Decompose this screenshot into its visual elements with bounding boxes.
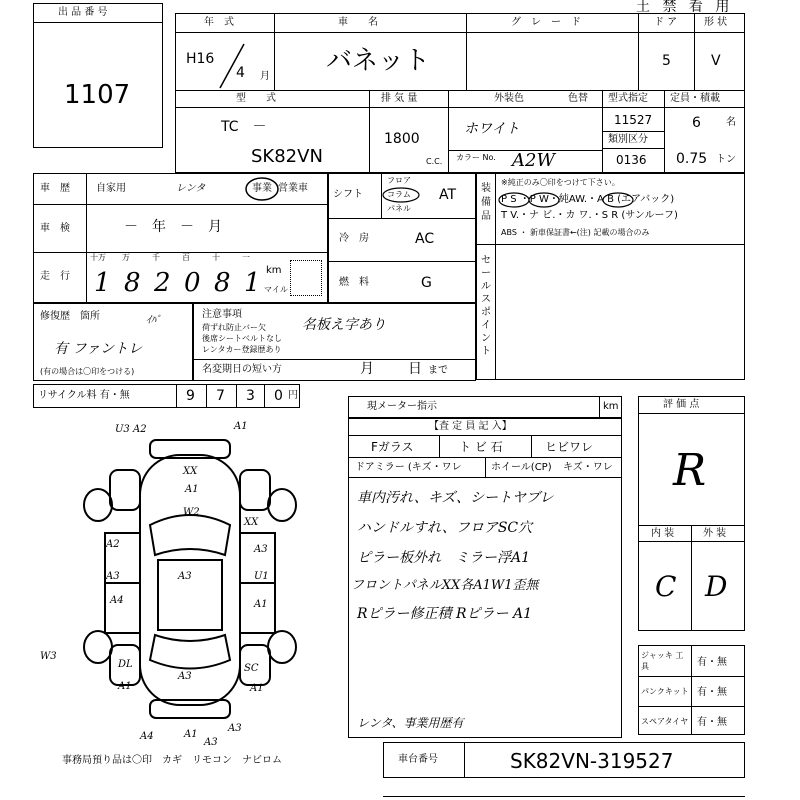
shape-label: 形 状 (704, 17, 728, 28)
mileage-digit: 8 (214, 268, 231, 298)
history-business: 事業 (252, 183, 272, 194)
tool-value: 有・無 (697, 687, 727, 698)
diagram-mark: W3 (40, 651, 57, 662)
digit-label: 一 (242, 253, 250, 262)
history-private: 自家用 (96, 183, 126, 194)
mile-box (290, 260, 322, 296)
meter-box (348, 396, 622, 418)
lot-number: 1107 (64, 80, 131, 110)
diagram-mark: A1 (185, 484, 199, 495)
color-no-label: カラー No. (456, 153, 496, 162)
color-no-value: A2W (512, 150, 555, 171)
wheel-label: ホイール(CP) (491, 462, 552, 473)
tool-label: スペアタイヤ (641, 717, 689, 726)
wheel-state: キズ・ワレ (563, 462, 613, 473)
cautions-box (193, 303, 476, 381)
tool-value: 有・無 (697, 657, 727, 668)
interior-label: 内 装 (651, 528, 675, 539)
diagram-mark: A1 (184, 729, 198, 740)
diagram-mark: A3 (178, 571, 192, 582)
fuel-label: 燃 料 (339, 277, 369, 288)
recycle-digit: 0 (274, 388, 283, 404)
digit-label: 十 (212, 253, 220, 262)
inspector-footer-note: レンタ、事業用歴有 (357, 716, 464, 730)
repair-note: (有の場合は〇印をつける) (40, 367, 135, 376)
equipment-line3: ABS ・ 新車保証書←(注) 記載の場合のみ (501, 228, 650, 237)
load-value: 0.75 (676, 151, 708, 167)
meter-label: 現メーター指示 (367, 401, 437, 412)
inspector-note: フロントパネルXX各A1W1歪無 (351, 578, 539, 593)
repair-box (33, 303, 193, 381)
mileage-digits (90, 252, 270, 302)
history-commercial: 営業車 (278, 183, 308, 194)
diagram-mark: A3 (254, 544, 268, 555)
equipment-line2: T V.・ナ ビ.・カ ワ.・S R (サンルーフ) (501, 210, 678, 221)
deadline-label: 名変期日の短い方 (202, 364, 282, 375)
inspector-note: Rピラー修正積 Rピラー A1 (357, 606, 532, 622)
lot-label: 出 品 番 号 (58, 7, 108, 18)
inspector-note: 車内汚れ、キズ、シートヤブレ (357, 490, 554, 506)
diagram-mark: A2 (106, 539, 120, 550)
displacement-label: 排 気 量 (381, 93, 418, 104)
chassis-value: SK82VN-319527 (510, 749, 674, 773)
diagram-mark: A1 (234, 421, 248, 432)
type-spec-value: 11527 (614, 113, 653, 127)
digit-label: 千 (152, 253, 160, 262)
digit-label: 百 (182, 253, 190, 262)
mileage-digit: 1 (94, 268, 111, 298)
repair-value: 有 ファントレ (54, 341, 143, 357)
cautions-handwritten: 名板え字あり (302, 317, 386, 333)
grade-score: R (673, 445, 707, 496)
type-spec-label: 型式指定 (608, 93, 648, 104)
equipment-line1: P S ・P W・純AW.・A B (エアバック) (501, 194, 675, 205)
name-label: 車 名 (338, 17, 378, 28)
history-box (33, 173, 328, 303)
mileage-digit: 0 (184, 268, 201, 298)
exterior-grade: D (705, 570, 728, 603)
km-unit: km (266, 265, 282, 276)
diagram-mark: A4 (110, 595, 124, 606)
color-label: 外装色 (494, 93, 524, 104)
diagram-mark: A4 (140, 731, 154, 742)
meter-unit: km (603, 401, 619, 412)
chassis-box (383, 742, 745, 778)
deadline-until: まで (428, 365, 448, 376)
year-label: 年 式 (204, 17, 234, 28)
ac-value: AC (415, 231, 435, 247)
class-label: 類別区分 (608, 134, 648, 145)
deadline-month: 月 (360, 361, 374, 377)
recycle-box (33, 384, 300, 408)
equipment-note: ※純正のみ〇印をつけて下さい。 (501, 178, 620, 187)
load-unit: トン (716, 154, 736, 165)
interior-grade: C (655, 570, 677, 603)
equipment-label: 装 備 品 (481, 183, 491, 222)
lot-box (33, 3, 163, 148)
diagram-mark: SC (244, 663, 259, 674)
diagram-mark: XX (244, 517, 259, 528)
mileage-digit: 8 (124, 268, 141, 298)
grade-label: 評 価 点 (663, 399, 700, 410)
grade-label: グ レ ー ド (511, 17, 581, 28)
repair-extra: ｲﾊﾟ (146, 315, 161, 326)
capacity-unit: 名 (726, 117, 736, 128)
header-right: 土 禁 看 用 (636, 0, 734, 15)
shift-value: AT (439, 187, 457, 203)
pw-circle (527, 191, 561, 209)
sales-point-label: セールスポイント (481, 255, 491, 357)
diagram-mark: A1 (118, 681, 132, 692)
repair-label: 修復歴 箇所 (40, 311, 100, 322)
tool-value: 有・無 (697, 717, 727, 728)
inspector-note: ハンドルすれ、フロアSC穴 (357, 520, 533, 536)
doors-value: 5 (662, 53, 671, 69)
bottom-note: 事務局預り品は〇印 カギ リモコン ナビロム (62, 755, 282, 766)
class-value: 0136 (616, 153, 647, 167)
digit-label: 万 (122, 253, 130, 262)
mileage-label: 走 行 (40, 271, 70, 282)
mileage-digit: 2 (154, 268, 171, 298)
cautions-label: 注意事項 (202, 309, 242, 320)
diagram-mark: U3 A2 (115, 424, 147, 435)
diagram-mark: A3 (204, 737, 218, 748)
recycle-label: リサイクル料 有・無 (38, 390, 130, 401)
month-unit: 月 (260, 71, 270, 82)
fuel-value: G (421, 275, 432, 291)
inspector-header: 【査 定 員 記 入】 (429, 421, 512, 432)
recycle-unit: 円 (288, 390, 298, 401)
ac-label: 冷 房 (339, 233, 369, 244)
shift-opt: コラム (387, 190, 411, 199)
diagram-mark: W2 (183, 507, 200, 518)
capacity-value: 6 (692, 115, 701, 131)
year-divider (216, 42, 246, 92)
mirror-label: ドアミラー (キズ・ワレ (355, 462, 462, 473)
diagram-mark: A1 (254, 599, 268, 610)
capacity-label: 定員・積載 (670, 93, 720, 104)
glass-label: Fガラス (371, 440, 414, 454)
vehicle-grid (175, 13, 745, 173)
tool-label: ジャッキ 工 具 (641, 651, 684, 671)
history-rental: レンタ (176, 183, 206, 194)
model-value: SK82VN (251, 146, 323, 167)
ab-circle (601, 191, 635, 209)
mile-unit: マイル (264, 285, 288, 294)
caution-line: 後席シートベルトなし (202, 334, 282, 343)
displacement-value: 1800 (384, 131, 420, 147)
color-sub-label: 色替 (568, 93, 588, 104)
diagram-mark: XX (183, 466, 198, 477)
color-value: ホワイト (464, 121, 520, 137)
year-era: H16 (186, 51, 215, 67)
recycle-digit: 3 (246, 388, 255, 404)
diagram-mark: U1 (254, 571, 269, 582)
business-circle (244, 176, 280, 202)
inspector-note: ピラー板外れ ミラー浮A1 (357, 550, 531, 566)
crack-label: ヒビワレ (545, 440, 594, 454)
exterior-label: 外 装 (703, 528, 727, 539)
tool-label: パンクキット (641, 687, 689, 696)
diagram-mark: A3 (106, 571, 120, 582)
cc-unit: C.C. (426, 157, 443, 166)
inspection-label: 車 検 (40, 223, 70, 234)
model-label: 型 式 (236, 93, 276, 104)
year-month: 4 (236, 65, 245, 81)
model-top: TC － (221, 119, 267, 135)
caution-line: 荷ずれ防止バー欠 (202, 323, 266, 332)
chassis-label: 車台番号 (398, 754, 438, 765)
inspection-value: － 年 － 月 (124, 219, 222, 235)
grade-box (638, 396, 745, 631)
digit-label: 十万 (90, 253, 106, 262)
diagram-mark: A3 (178, 671, 192, 682)
shift-opt: フロア (387, 176, 411, 185)
vehicle-name: バネット (326, 46, 431, 76)
recycle-digit: 7 (216, 388, 225, 404)
history-label: 車 歴 (40, 183, 70, 194)
equipment-box (476, 173, 745, 380)
tools-box (638, 645, 745, 735)
bottom-edge-line (383, 796, 745, 797)
diagram-mark: A3 (228, 723, 242, 734)
recycle-digit: 9 (186, 388, 195, 404)
glass-state: ト ビ 石 (459, 440, 503, 454)
diagram-mark: DL (118, 659, 133, 670)
shift-label: シフト (333, 189, 363, 200)
column-circle (381, 186, 421, 204)
deadline-day: 日 (408, 361, 422, 377)
mileage-digit: 1 (244, 268, 261, 298)
ps-circle (497, 191, 531, 209)
diagram-mark: A1 (250, 683, 264, 694)
doors-label: ド ア (654, 17, 678, 28)
inspector-box (348, 418, 622, 738)
caution-line: レンタカー登録歴あり (202, 345, 282, 354)
shift-opt: パネル (387, 204, 411, 213)
drivetrain-box (328, 173, 476, 303)
shape-value: V (711, 53, 721, 69)
